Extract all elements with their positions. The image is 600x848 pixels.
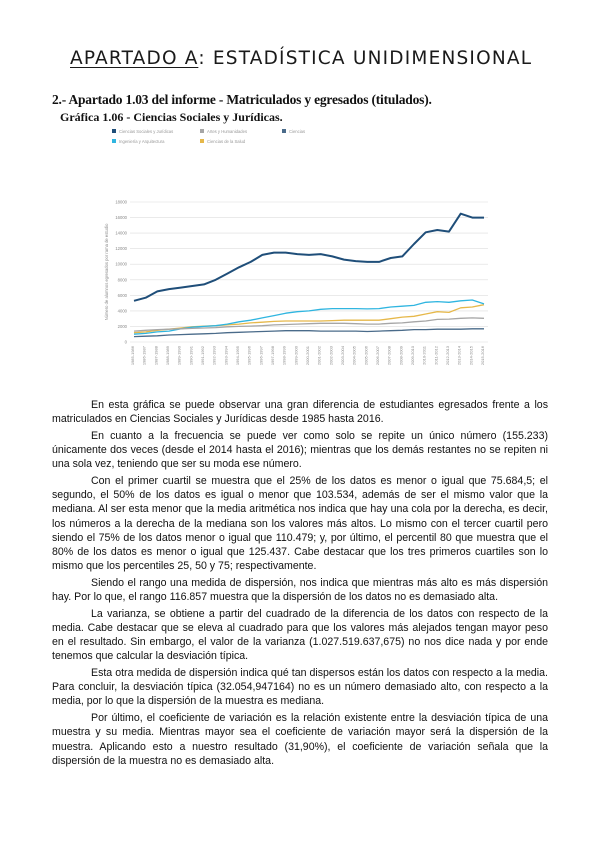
x-tick-label: 2012-2013 [445,346,450,366]
legend-swatch [282,129,286,133]
x-tick-label: 2008-2009 [398,346,404,366]
y-tick-label: 10000 [115,261,127,267]
x-tick-label: 1989-1990 [176,346,182,366]
y-tick-label: 18000 [115,199,127,205]
x-tick-label: 2006-2007 [375,346,380,366]
x-tick-label: 2009-2010 [410,346,415,366]
x-tick-label: 1998-1999 [281,346,287,366]
x-tick-label: 2007-2008 [386,346,392,366]
x-tick-label: 1985-1986 [130,346,135,366]
figure-caption: Gráfica 1.06 - Ciencias Sociales y Jurídicas. [60,110,283,124]
body-paragraph: La varianza, se obtiene a partir del cuadrado de la diferencia de los datos con respecto de la media. Cabe destacar que se eleva al cuadrado para que los valores más alejados tengan mayor peso en el resultado. Sin embargo, el valor de la varianza (1.027.519.637,675) no nos dice nada y por ende tenemos que calcular la desviación típica. [52,607,548,663]
y-tick-label: 12000 [115,246,127,252]
x-tick-label: 1990-1991 [188,346,194,366]
legend-swatch [112,129,116,133]
x-tick-label: 2000-2001 [305,346,310,366]
legend-label: Ciencias de la Salud [207,139,246,144]
line-chart [100,124,496,394]
y-tick-label: 4000 [117,308,127,314]
x-tick-label: 2004-2005 [351,346,357,366]
y-axis-label: Número de alumnos egresados por rama de estudio [104,223,109,321]
x-tick-label: 1987-1988 [153,346,159,366]
x-tick-label: 1993-1994 [223,346,229,366]
body-paragraph: En cuanto a la frecuencia se puede ver como solo se repite un único número (155.233) únicamente dos veces (desde el 2014 hasta el 2016); mientras que los demás restantes no se repiten ni una sola vez, teniendo que ser su moda ese número. [52,430,548,471]
title-rest-part: : ESTADÍSTICA UNIDIMENSIONAL [198,48,533,69]
y-tick-label: 8000 [117,277,127,283]
x-tick-label: 1995-1996 [246,346,252,366]
y-tick-label: 2000 [117,323,127,329]
x-tick-label: 1999-2000 [293,346,299,366]
x-tick-label: 2014-2015 [468,346,474,366]
x-tick-label: 1994-1995 [235,346,240,366]
body-paragraph: Siendo el rango una medida de dispersión, nos indica que mientras más alto es más dispersión hay. Por lo que, el rango 116.857 muestra que la dispersión de los datos no es demasiado alta. [52,576,548,603]
y-tick-label: 6000 [117,292,127,298]
legend-swatch [200,129,204,133]
x-tick-label: 2003-2004 [340,346,345,366]
body-paragraph: Por último, el coeficiente de variación es la relación existente entre la desviación típica de una muestra y su media. Mientras mayor sea el coeficiente de variación mayor será la dispersión de la muestra. Aplicando esto a nuestro resultado (31,90%), el coeficiente de variación señala que la dispersión de la muestra no es demasiado alta. [52,712,548,767]
x-tick-label: 2013-2014 [456,346,462,366]
x-tick-label: 2002-2003 [328,346,334,366]
body-paragraph: En esta gráfica se puede observar una gran diferencia de estudiantes egresados frente a los matriculados en Ciencias Sociales y Jurídicas desde 1985 hasta 2016. [52,399,548,426]
y-tick-label: 16000 [115,215,127,221]
legend-label: Ciencias Sociales y Jurídicas [119,129,174,134]
legend-label: Artes y Humanidades [207,129,248,134]
x-tick-label: 1992-1993 [211,346,217,366]
x-tick-label: 2001-2002 [316,346,322,366]
body-text [52,398,548,771]
legend-label: Ingeniería y Arquitectura [119,139,165,144]
legend-swatch [112,139,116,143]
x-tick-label: 2005-2006 [363,346,369,366]
y-tick-label: 0 [124,339,127,345]
legend-label: Ciencias [289,129,306,134]
legend-swatch [200,139,204,143]
x-tick-label: 2010-2011 [421,346,427,365]
x-tick-label: 1988-1989 [165,346,170,366]
page-title [70,48,532,69]
section-heading: 2.- Apartado 1.03 del informe - Matriculados y egresados (titulados). [52,92,432,107]
body-paragraph: Con el primer cuartil se muestra que el 25% de los datos es menor o igual que 75.684,5; el segundo, el 50% de los datos es igual o menor que 103.534, además de ser el mismo valor que la mediana. Al ser esta menor que la media aritmética nos indica que hay una cola por la derecha, es decir, los números a la derecha de la mediana son los valores más altos. Lo mismo con el tercer cuartil pero siendo el 75% de los datos menor o igual que 110.479; y, por último, el percentil 80 que muestra que el 80% de los datos es menor o igual que 125.437. Cabe destacar que los tres primeros cuartiles son lo mismo que los percentiles 25, 50 y 75; respectivamente. [52,475,548,572]
x-tick-label: 1991-1992 [200,346,205,366]
y-tick-label: 14000 [115,230,127,236]
x-tick-label: 1997-1998 [270,346,275,366]
x-tick-label: 2011-2012 [433,346,439,365]
body-paragraph: Esta otra medida de dispersión indica qué tan dispersos están los datos con respecto a la media. Para concluir, la desviación típica (32.054,947164) no es un número demasiado alto, con respecto a la media, por lo que la dispersión de la muestra es mediana. [52,667,548,708]
x-tick-label: 2015-2016 [480,346,485,366]
x-tick-label: 1996-1997 [258,346,264,366]
title-underlined-part: APARTADO A [70,48,199,69]
x-tick-label: 1986-1987 [141,346,147,366]
